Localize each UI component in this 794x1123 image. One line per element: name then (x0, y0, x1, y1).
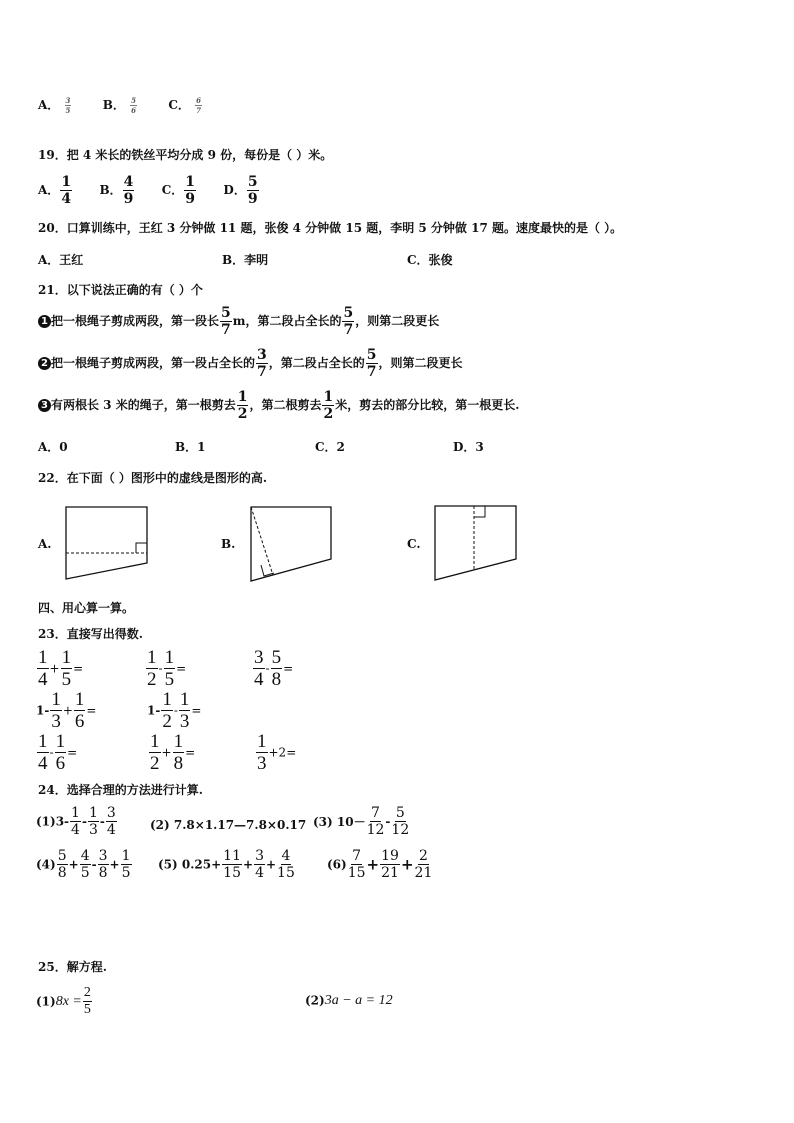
q20-option-c: C．张俊 (407, 253, 453, 267)
q19-option-c-fraction: $\frac{1}{9}$ (185, 174, 196, 207)
q18-option-c-fraction: $\frac{6}{7}$ (196, 96, 201, 115)
q22-option-a-label: A. (38, 537, 52, 551)
q22-option-b-label: B. (221, 537, 236, 551)
q21-stem: 21．以下说法正确的有（ ）个 (38, 283, 203, 297)
q21-statement-1: 1 把一根绳子剪成两段，第一段长 $\frac{5}{7}$ m，第二段占全长的 $\frac{5}{7}$ ，则第二段更长 (38, 306, 439, 337)
q19-option-d-fraction: $\frac{5}{9}$ (247, 174, 258, 207)
q25-equation-2: (2)3a − a = 12 (305, 993, 393, 1008)
section-4-heading: 四、用心算一算。 (38, 601, 135, 615)
q21-option-c: C．2 (315, 440, 345, 454)
q20-option-a: A．王红 (38, 253, 84, 267)
q23-expr-r3c2: $\frac{1}{2}$ + $\frac{1}{8}$ = (150, 731, 196, 774)
q23-expr-r3c3: $\frac{1}{3}$ +2= (257, 731, 297, 774)
q24-expr-1: (1)3- $\frac{1}{4}$ - $\frac{1}{3}$ - $\frac{3}{4}$ (36, 805, 116, 838)
q18-option-a-label: A． (38, 98, 60, 112)
q25-equation-1: (1)8x = $\frac{2}{5}$ (36, 985, 91, 1017)
q18-option-c-label: C． (168, 98, 190, 112)
q18-option-a-fraction: $\frac{3}{5}$ (65, 96, 71, 115)
q23-expr-r3c1: $\frac{1}{4}$ - $\frac{1}{6}$ = (38, 731, 78, 774)
q19-stem: 19．把 4 米长的铁丝平均分成 9 份，每份是（ ）米。 (38, 148, 333, 162)
q24-expr-3: (3) 10－ $\frac{7}{12}$ - $\frac{5}{12}$ (313, 805, 410, 838)
q23-expr-r2c1: 1- $\frac{1}{3}$ + $\frac{1}{6}$ = (36, 689, 97, 732)
q23-expr-r1c1: $\frac{1}{4}$ + $\frac{1}{5}$ = (38, 647, 84, 690)
q24-expr-4: (4) $\frac{5}{8}$ + $\frac{4}{5}$ - $\frac{3}{8}$ + $\frac{1}{5}$ (36, 848, 131, 881)
q19-option-a-fraction: $\frac{1}{4}$ (61, 174, 72, 207)
q23-expr-r1c3: $\frac{3}{4}$ - $\frac{5}{8}$ = (254, 647, 294, 690)
q21-option-d: D．3 (453, 440, 484, 454)
q23-stem: 23．直接写出得数. (38, 627, 143, 641)
q22-stem: 22．在下面（ ）图形中的虚线是图形的高. (38, 471, 268, 485)
q25-stem: 25．解方程. (38, 960, 107, 974)
q21-statement-3: 3 有两根长 3 米的绳子，第一根剪去 $\frac{1}{2}$ ，第二根剪去 $\frac{1}{2}$ 米，剪去的部分比较，第一根更长. (38, 390, 519, 421)
circled-number-2: 2 (38, 357, 51, 370)
q19-option-b-fraction: $\frac{4}{9}$ (123, 174, 134, 207)
q24-expr-2: (2) 7.8×1.17—7.8×0.17 (150, 818, 307, 832)
q18-option-b-fraction: $\frac{5}{6}$ (131, 96, 136, 115)
q24-stem: 24．选择合理的方法进行计算. (38, 783, 203, 797)
q21-option-a: A．0 (38, 440, 68, 454)
circled-number-1: 1 (38, 315, 51, 328)
q20-option-b: B．李明 (222, 253, 269, 267)
q23-expr-r2c2: 1- $\frac{1}{2}$ - $\frac{1}{3}$ = (147, 689, 202, 732)
q22-option-c-label: C. (407, 537, 421, 551)
q19-options: A． $\frac{1}{4}$ B． $\frac{4}{9}$ C． $\frac{1}{9}$ D． $\frac{5}{9}$ (38, 174, 258, 207)
trapezoid-figure-a (60, 503, 152, 583)
trapezoid-figure-b (245, 503, 337, 585)
q23-expr-r1c2: $\frac{1}{2}$ - $\frac{1}{5}$ = (147, 647, 187, 690)
circled-number-3: 3 (38, 399, 51, 412)
q18-option-b-label: B． (102, 98, 125, 112)
q21-statement-2: 2 把一根绳子剪成两段，第一段占全长的 $\frac{3}{7}$ ，第二段占全长的 $\frac{5}{7}$ ，则第二段更长 (38, 348, 463, 379)
q21-option-b: B．1 (175, 440, 206, 454)
q24-expr-5: (5) 0.25+ $\frac{11}{15}$ + $\frac{3}{4}$ + $\frac{4}{15}$ (158, 848, 295, 881)
trapezoid-figure-c (430, 502, 522, 584)
q20-stem: 20．口算训练中，王红 3 分钟做 11 题，张俊 4 分钟做 15 题，李明 5 分钟做 17 题。速度最快的是（ ）。 (38, 221, 623, 235)
q24-expr-6: (6) $\frac{7}{15}$ + $\frac{19}{21}$ + $\frac{2}{21}$ (327, 848, 433, 881)
q18-options (38, 96, 203, 114)
